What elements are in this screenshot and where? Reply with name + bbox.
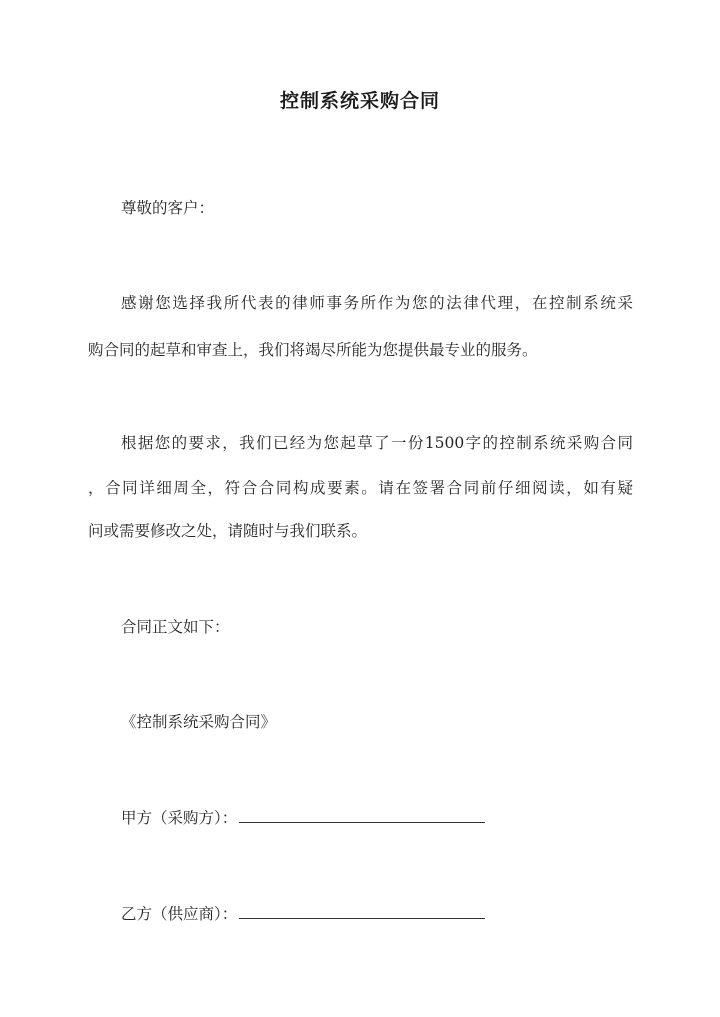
party-a-blank-line <box>239 808 485 823</box>
contract-title-quote: 《控制系统采购合同》 <box>121 713 277 731</box>
party-b-label: 乙方（供应商）： <box>121 905 238 923</box>
paragraph2-line2: ，合同详细周全，符合合同构成要素。请在签署合同前仔细阅读，如有疑 <box>88 479 633 497</box>
party-b-blank-line <box>239 904 485 919</box>
salutation: 尊敬的客户： <box>121 199 215 217</box>
paragraph2-line1: 根据您的要求，我们已经为您起草了一份1500字的控制系统采购合同 <box>121 434 633 452</box>
party-a-label: 甲方（采购方）： <box>121 809 238 827</box>
document-title: 控制系统采购合同 <box>279 90 440 112</box>
contract-intro: 合同正文如下： <box>121 618 230 636</box>
paragraph2-line3: 问或需要修改之处，请随时与我们联系。 <box>88 522 368 540</box>
paragraph1-line1: 感谢您选择我所代表的律师事务所作为您的法律代理，在控制系统采 <box>121 294 633 312</box>
party-a-row <box>121 807 633 829</box>
paragraph1-line2: 购合同的起草和审查上，我们将竭尽所能为您提供最专业的服务。 <box>88 341 538 359</box>
party-b-row <box>121 903 633 925</box>
